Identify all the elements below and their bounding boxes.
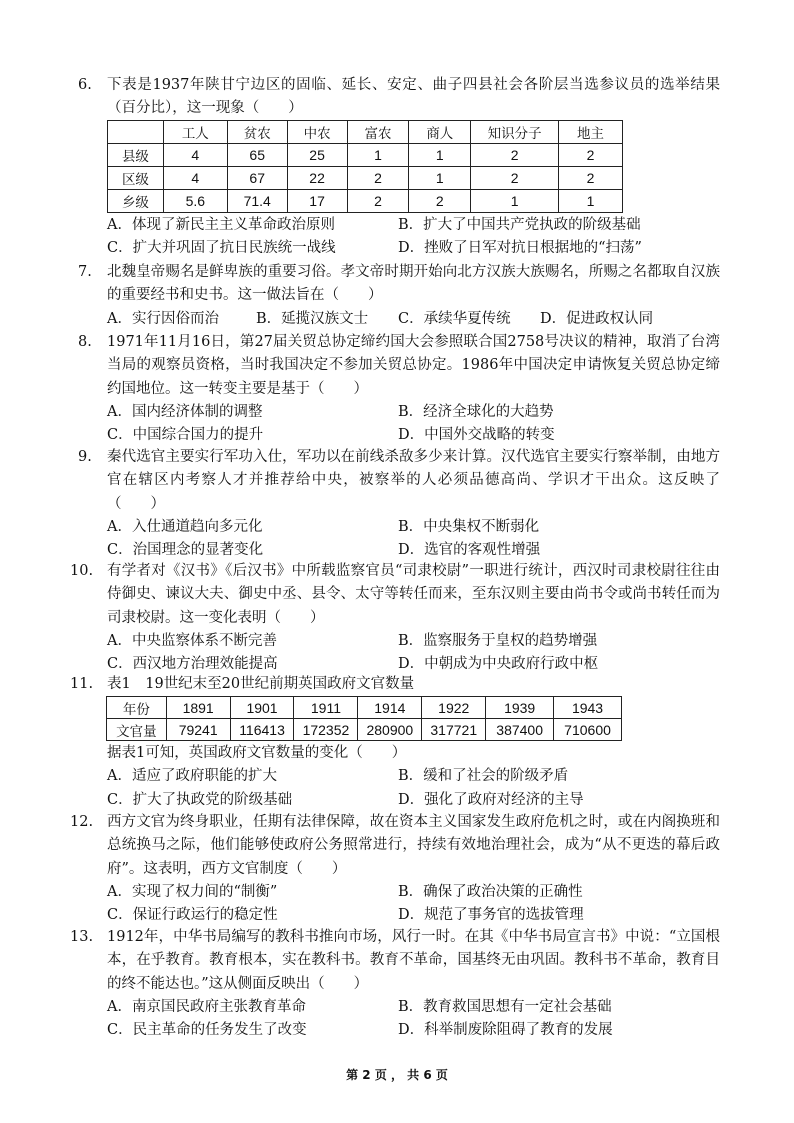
table-cell: 1 <box>409 144 471 167</box>
table-cell: 1 <box>559 190 623 213</box>
table-cell: 17 <box>287 190 347 213</box>
table-cell: 5.6 <box>163 190 227 213</box>
option-c[interactable]: C．西汉地方治理效能提高 <box>107 656 278 673</box>
table-header-cell: 1911 <box>294 697 358 719</box>
table-cell: 71.4 <box>227 190 287 213</box>
table-header-cell: 1901 <box>230 697 294 719</box>
question-stem: 1912年，中华书局编写的教科书推向市场，风行一时。在其《中华书局宣言书》中说：“立国根本，在乎教育。教育根本，实在教科书。教育不革命，国基终无由巩固。教科书不革命，教育目的终不能达也。”这从侧面反映出（ ） <box>107 929 720 992</box>
page-footer: 第 2 页 ， 共 6 页 <box>346 1068 448 1082</box>
question-number: 13. <box>70 929 94 945</box>
option-c[interactable]: C．治国理念的显著变化 <box>107 542 264 559</box>
option-d[interactable]: D．中国外交战略的转变 <box>398 427 555 444</box>
question-9 <box>80 446 720 562</box>
option-b[interactable]: B．监察服务于皇权的趋势增强 <box>398 632 598 649</box>
option-b[interactable]: B．确保了政治决策的正确性 <box>398 883 583 900</box>
question-stem: 据表1可知，英国政府文官数量的变化（ ） <box>107 745 407 761</box>
option-d[interactable]: D．规范了事务官的选拔管理 <box>398 907 584 924</box>
question-stem: 有学者对《汉书》《后汉书》中所载监察官员“司隶校尉”一职进行统计，西汉时司隶校尉往往由侍御史、谏议大夫、御史中丞、县令、太守等转任而来，至东汉则主要由尚书令或尚书转任而为司隶校尉。这一变化表明（ ） <box>107 563 720 626</box>
question-number: 11. <box>70 676 94 692</box>
question-number: 9. <box>78 449 92 465</box>
table-cell: 2 <box>471 144 559 167</box>
question-13 <box>70 926 720 1042</box>
option-d[interactable]: D．强化了政府对经济的主导 <box>398 791 584 808</box>
option-b[interactable]: B．扩大了中国共产党执政的阶级基础 <box>398 217 641 233</box>
option-b[interactable]: B．延揽汉族文士 <box>256 310 369 327</box>
table-cell: 116413 <box>230 719 294 741</box>
q6-election-table <box>107 120 623 213</box>
option-c[interactable]: C．扩大了执政党的阶级基础 <box>107 791 293 808</box>
question-6 <box>80 74 720 121</box>
table-header-cell: 1914 <box>358 697 422 719</box>
question-number: 10. <box>70 563 94 579</box>
q11-civil-servant-table <box>106 696 622 741</box>
question-8 <box>80 331 720 447</box>
table-caption: 表1 19世纪末至20世纪前期英国政府文官数量 <box>107 676 415 692</box>
question-number: 6. <box>78 77 92 93</box>
table-cell: 67 <box>227 167 287 190</box>
question-stem: 1971年11月16日，第27届关贸总协定缔约国大会参照联合国2758号决议的精神，取消了台湾当局的观察员资格，当时我国决定不参加关贸总协定。1986年中国决定申请恢复关贸总协定缔约国地位。这一转变主要是基于（ ） <box>107 334 720 397</box>
option-a[interactable]: A．适应了政府职能的扩大 <box>107 768 277 785</box>
option-b[interactable]: B．缓和了社会的阶级矛盾 <box>398 768 569 785</box>
q6-options <box>80 214 720 261</box>
table-row <box>108 190 623 213</box>
table-header-cell: 1922 <box>422 697 486 719</box>
table-cell: 317721 <box>422 719 486 741</box>
question-stem: 下表是1937年陕甘宁边区的固临、延长、安定、曲子四县社会各阶层当选参议员的选举结果（百分比），这一现象（ ） <box>107 77 720 117</box>
table-header-cell: 中农 <box>287 121 347 144</box>
question-number: 8. <box>78 334 92 350</box>
table-header-cell: 贫农 <box>227 121 287 144</box>
option-c[interactable]: C．民主革命的任务发生了改变 <box>107 1022 307 1039</box>
table-header-cell: 知识分子 <box>471 121 559 144</box>
question-number: 12. <box>70 814 94 830</box>
question-12 <box>70 811 720 927</box>
table-cell: 387400 <box>486 719 554 741</box>
table-cell: 2 <box>471 167 559 190</box>
option-a[interactable]: A．实现了权力间的“制衡” <box>107 883 278 900</box>
question-number: 7. <box>78 264 92 280</box>
table-cell: 县级 <box>108 144 164 167</box>
table-cell: 65 <box>227 144 287 167</box>
table-cell: 25 <box>287 144 347 167</box>
option-d[interactable]: D．选官的客观性增强 <box>398 542 541 559</box>
table-cell: 1 <box>471 190 559 213</box>
table-cell: 2 <box>347 190 409 213</box>
option-d[interactable]: D．促进政权认同 <box>540 310 654 327</box>
table-header-cell <box>108 121 164 144</box>
table-cell: 22 <box>287 167 347 190</box>
option-a[interactable]: A．实行因俗而治 <box>107 310 219 327</box>
question-11 <box>70 673 720 696</box>
table-cell: 4 <box>163 144 227 167</box>
table-header-row <box>107 697 622 719</box>
table-cell: 文官量 <box>107 719 167 741</box>
table-header-row <box>108 121 623 144</box>
table-header-cell: 年份 <box>107 697 167 719</box>
table-header-cell: 1891 <box>166 697 230 719</box>
option-a[interactable]: A．中央监察体系不断完善 <box>107 632 277 649</box>
table-header-cell: 商人 <box>409 121 471 144</box>
table-cell: 1 <box>347 144 409 167</box>
option-b[interactable]: B．中央集权不断弱化 <box>398 518 540 535</box>
table-cell: 2 <box>409 190 471 213</box>
q11-body <box>80 742 720 812</box>
option-c[interactable]: C．中国综合国力的提升 <box>107 427 264 444</box>
question-stem: 西方文官为终身职业，任期有法律保障，故在资本主义国家发生政府危机之时，或在内阁换班和总统换马之际，他们能够使政府公务照常进行，持续有效地治理社会，成为“从不更迭的幕后政府”。这表明，西方文官制度（ ） <box>107 814 720 877</box>
option-a[interactable]: A．入仕通道趋向多元化 <box>107 518 263 535</box>
table-cell: 2 <box>559 167 623 190</box>
option-d[interactable]: D．科举制废除阻碍了教育的发展 <box>398 1022 613 1039</box>
table-cell: 4 <box>163 167 227 190</box>
question-stem: 秦代选官主要实行军功入仕，军功以在前线杀敌多少来计算。汉代选官主要实行察举制，由地方官在辖区内考察人才并推荐给中央，被察举的人必须品德高尚、学识才干出众。这反映了（ ） <box>107 449 720 512</box>
table-row <box>108 144 623 167</box>
table-cell: 乡级 <box>108 190 164 213</box>
option-c[interactable]: C．扩大并巩固了抗日民族统一战线 <box>107 240 336 257</box>
table-cell: 区级 <box>108 167 164 190</box>
question-7 <box>80 261 720 331</box>
table-cell: 1 <box>409 167 471 190</box>
option-a[interactable]: A．南京国民政府主张教育革命 <box>107 998 306 1015</box>
table-cell: 79241 <box>166 719 230 741</box>
table-header-cell: 1943 <box>554 697 622 719</box>
option-b[interactable]: B．教育救国思想有一定社会基础 <box>398 998 612 1015</box>
table-header-cell: 工人 <box>163 121 227 144</box>
question-stem: 北魏皇帝赐名是鲜卑族的重要习俗。孝文帝时期开始向北方汉族大族赐名，所赐之名都取自汉族的重要经书和史书。这一做法旨在（ ） <box>107 264 720 304</box>
option-a[interactable]: A．体现了新民主主义革命政治原则 <box>107 217 335 233</box>
option-a[interactable]: A．国内经济体制的调整 <box>107 403 263 420</box>
table-cell: 2 <box>559 144 623 167</box>
table-cell: 280900 <box>358 719 422 741</box>
option-d[interactable]: D．中朝成为中央政府行政中枢 <box>398 656 599 673</box>
table-cell: 710600 <box>554 719 622 741</box>
table-row <box>107 719 622 741</box>
table-header-cell: 富农 <box>347 121 409 144</box>
option-d[interactable]: D．挫败了日军对抗日根据地的“扫荡” <box>398 240 642 257</box>
table-row <box>108 167 623 190</box>
question-10 <box>70 560 720 676</box>
option-c[interactable]: C．承续华夏传统 <box>398 310 511 327</box>
table-header-cell: 地主 <box>559 121 623 144</box>
table-header-cell: 1939 <box>486 697 554 719</box>
option-b[interactable]: B．经济全球化的大趋势 <box>398 403 554 420</box>
option-c[interactable]: C．保证行政运行的稳定性 <box>107 907 278 924</box>
table-cell: 172352 <box>294 719 358 741</box>
table-cell: 2 <box>347 167 409 190</box>
